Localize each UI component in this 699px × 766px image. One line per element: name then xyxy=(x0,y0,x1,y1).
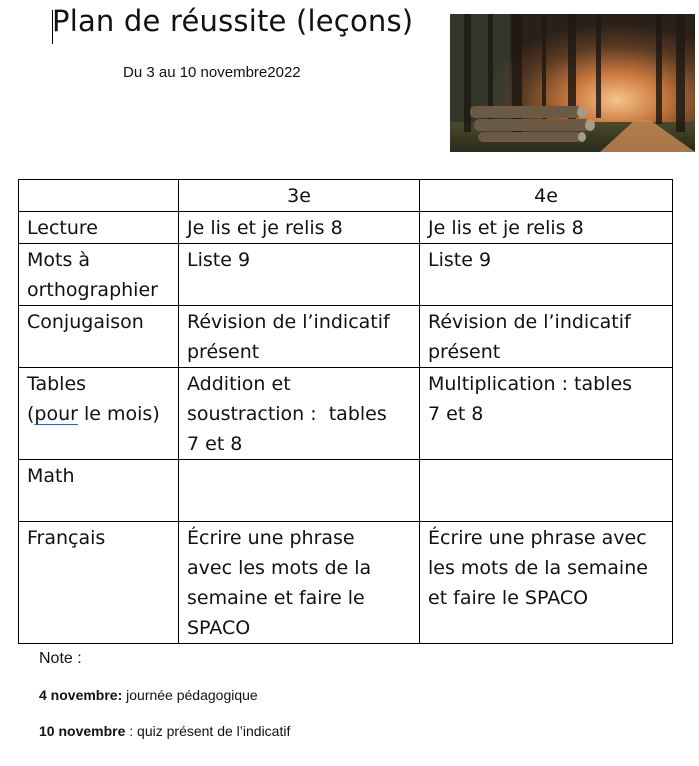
column-header-4e: 4e xyxy=(420,180,673,212)
cell-line: semaine et faire le xyxy=(187,587,365,609)
note-date: 4 novembre: xyxy=(39,687,123,703)
table-header-empty xyxy=(19,180,179,212)
cell-line: Révision de l’indicatif xyxy=(187,311,390,333)
cell-3e-math xyxy=(179,460,420,522)
cell-line: Addition et xyxy=(187,373,291,395)
row-label-line: Mots à xyxy=(27,249,91,271)
lesson-table xyxy=(18,179,673,644)
row-label-lecture: Lecture xyxy=(19,212,179,244)
note-date: 10 novembre xyxy=(39,723,126,739)
cell-4e-mots: Liste 9 xyxy=(420,244,673,306)
cell-4e-tables xyxy=(420,368,673,460)
cell-3e-mots: Liste 9 xyxy=(179,244,420,306)
cell-line: 7 et 8 xyxy=(428,403,484,425)
table-row xyxy=(19,244,673,306)
date-range: Du 3 au 10 novembre2022 xyxy=(123,64,301,81)
cell-4e-conjugaison xyxy=(420,306,673,368)
cell-line: les mots de la semaine xyxy=(428,557,648,579)
cell-3e-francais xyxy=(179,522,420,644)
note-title: Note : xyxy=(39,650,82,667)
cell-line: Multiplication : tables xyxy=(428,373,633,395)
note-text: journée pédagogique xyxy=(122,687,258,703)
note-item xyxy=(39,723,290,739)
column-header-3e: 3e xyxy=(179,180,420,212)
cell-line: avec les mots de la xyxy=(187,557,372,579)
autumn-forest-photo xyxy=(450,14,695,152)
cell-line: et faire le SPACO xyxy=(428,587,589,609)
row-label-line xyxy=(27,399,178,429)
cell-line: présent xyxy=(187,341,260,363)
note-item xyxy=(39,687,258,703)
cell-4e-math xyxy=(420,460,673,522)
row-label-conjugaison: Conjugaison xyxy=(19,306,179,368)
paren-open: ( xyxy=(27,403,35,425)
document-title: Plan de réussite (leçons) xyxy=(52,4,414,38)
cell-4e-francais xyxy=(420,522,673,644)
table-row xyxy=(19,460,673,522)
cell-line: présent xyxy=(428,341,501,363)
cell-line: Écrire une phrase xyxy=(187,527,355,549)
cell-3e-lecture: Je lis et je relis 8 xyxy=(179,212,420,244)
row-label-tables xyxy=(19,368,179,460)
row-label-math: Math xyxy=(19,460,179,522)
table-row xyxy=(19,522,673,644)
table-row xyxy=(19,306,673,368)
row-label-mots xyxy=(19,244,179,306)
note-text: : quiz présent de l’indicatif xyxy=(125,723,291,739)
row-label-rest: le mois) xyxy=(77,403,160,425)
table-row xyxy=(19,368,673,460)
cell-line: 7 et 8 xyxy=(187,433,243,455)
cell-line: Écrire une phrase avec xyxy=(428,527,647,549)
cell-4e-lecture: Je lis et je relis 8 xyxy=(420,212,673,244)
cell-3e-conjugaison xyxy=(179,306,420,368)
spellcheck-word-pour: pour xyxy=(34,403,78,425)
cell-3e-tables xyxy=(179,368,420,460)
table-row xyxy=(19,212,673,244)
cell-line: soustraction : tables xyxy=(187,403,387,425)
row-label-line: orthographier xyxy=(27,279,158,301)
cell-line: SPACO xyxy=(187,617,251,639)
cell-line: Révision de l’indicatif xyxy=(428,311,631,333)
row-label-francais: Français xyxy=(19,522,179,644)
table-header-row xyxy=(19,180,673,212)
row-label-line: Tables xyxy=(27,373,87,395)
